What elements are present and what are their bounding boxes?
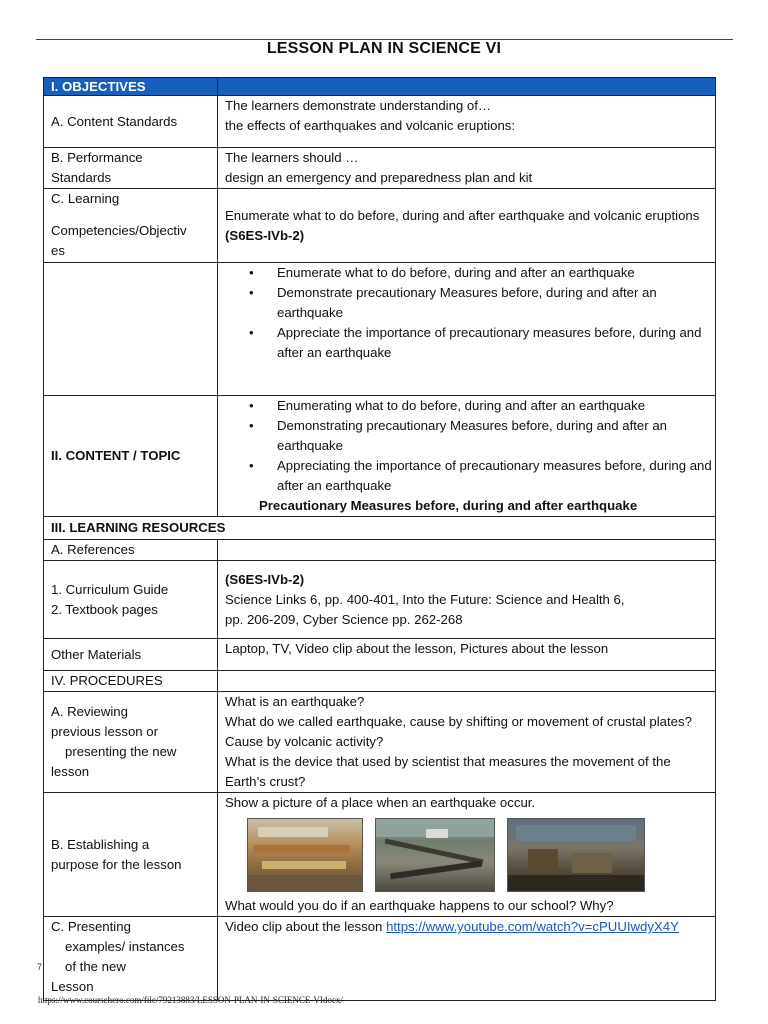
learning-competencies-cell <box>218 189 716 263</box>
content-standards-row <box>44 96 716 148</box>
performance-standards-cell <box>218 148 716 189</box>
procedures-header: IV. PROCEDURES <box>44 671 218 692</box>
reviewing-label <box>44 692 218 793</box>
presenting-label <box>44 917 218 1001</box>
learning-resources-row <box>44 517 716 540</box>
content-standards-label: A. Content Standards <box>44 96 218 148</box>
content-standards-line2: the effects of earthquakes and volcanic eruptions: <box>225 118 516 133</box>
reviewing-row <box>44 692 716 793</box>
references-row <box>44 540 716 561</box>
content-topic-label: II. CONTENT / TOPIC <box>44 396 218 517</box>
procedures-row <box>44 671 716 692</box>
content-topic-title: Precautionary Measures before, during and after earthquake <box>259 498 638 513</box>
objectives-list-label <box>44 263 218 396</box>
purpose-label <box>44 793 218 917</box>
reviewing-label-line2: previous lesson or <box>51 724 159 739</box>
objectives-list-row <box>44 263 716 396</box>
topic-item: • Enumerating what to do before, during and after an earthquake <box>270 396 715 416</box>
reviewing-label-line3: presenting the new <box>65 744 177 759</box>
content-topic-cell <box>218 396 716 517</box>
performance-standards-row <box>44 148 716 189</box>
cracked-road-photo <box>375 818 495 892</box>
competencies-label-line3: es <box>51 243 65 258</box>
references-label: A. References <box>44 540 218 561</box>
content-topic-row <box>44 396 716 517</box>
curriculum-cell <box>218 561 716 639</box>
references-blank <box>218 540 716 561</box>
objectives-header-blank <box>218 78 716 96</box>
objectives-header-row <box>44 78 716 96</box>
curriculum-label <box>44 561 218 639</box>
content-standards-cell <box>218 96 716 148</box>
topic-item: • Appreciating the importance of precautionary measures before, during and after an earthquake <box>270 456 715 496</box>
textbook-line2: pp. 206-209, Cyber Science pp. 262-268 <box>225 611 463 627</box>
review-question: What do we called earthquake, cause by shifting or movement of crustal plates? Cause by volcanic activity? <box>225 714 692 749</box>
performance-line1: The learners should … <box>225 150 359 165</box>
reviewing-label-line1: A. Reviewing <box>51 704 128 719</box>
objective-item: • Enumerate what to do before, during and after an earthquake <box>270 263 715 283</box>
presenting-cell <box>218 917 716 1001</box>
reviewing-cell <box>218 692 716 793</box>
footer-url: https://www.coursehero.com/file/79213883/LESSON-PLAN-IN-SCIENCE-VIdocx/ <box>38 995 343 1005</box>
reviewing-label-line4: lesson <box>51 764 90 779</box>
learning-resources-header: III. LEARNING RESOURCES <box>44 517 716 540</box>
objectives-header: I. OBJECTIVES <box>44 78 218 96</box>
lesson-plan-table <box>43 77 716 1001</box>
review-question: What is the device that used by scientist that measures the movement of the Earth’s crust? <box>225 754 671 789</box>
performance-standards-label <box>44 148 218 189</box>
video-link[interactable]: https://www.youtube.com/watch?v=cPUUIwdyX4Y <box>386 919 679 934</box>
presenting-row <box>44 917 716 1001</box>
curriculum-code: (S6ES-IVb-2) <box>225 571 305 587</box>
presenting-label-line3: of the new <box>65 959 126 974</box>
textbook-pages-label: 2. Textbook pages <box>51 601 158 617</box>
performance-label-line2: Standards <box>51 170 112 185</box>
review-question: What is an earthquake? <box>225 694 365 709</box>
content-topic-list <box>225 396 715 496</box>
purpose-line2: What would you do if an earthquake happens to our school? Why? <box>225 898 614 913</box>
competencies-label-line1: C. Learning <box>51 191 120 206</box>
presenting-text: Video clip about the lesson <box>225 919 387 934</box>
learning-competencies-label <box>44 189 218 263</box>
learning-competencies-row <box>44 189 716 263</box>
other-materials-label: Other Materials <box>44 639 218 671</box>
procedures-blank <box>218 671 716 692</box>
purpose-cell <box>218 793 716 917</box>
competencies-label-line2: Competencies/Objectiv <box>51 223 187 238</box>
objectives-list <box>225 263 715 363</box>
textbook-line1: Science Links 6, pp. 400-401, Into the Future: Science and Health 6, <box>225 591 625 607</box>
collapsed-building-photo <box>247 818 363 892</box>
competencies-code: (S6ES-IVb-2) <box>225 227 305 243</box>
curriculum-guide-label: 1. Curriculum Guide <box>51 581 169 597</box>
objective-item: • Appreciate the importance of precautionary measures before, during and after an earthquake <box>270 323 715 363</box>
page-number: 7 <box>37 962 43 972</box>
damaged-classroom-photo <box>507 818 645 892</box>
purpose-line1: Show a picture of a place when an earthquake occur. <box>225 795 536 810</box>
presenting-label-line4: Lesson <box>51 979 94 994</box>
competencies-text: Enumerate what to do before, during and after earthquake and volcanic eruptions <box>225 207 700 223</box>
objectives-list-cell <box>218 263 716 396</box>
presenting-label-line1: C. Presenting <box>51 919 131 934</box>
performance-line2: design an emergency and preparedness plan and kit <box>225 170 533 185</box>
curriculum-row <box>44 561 716 639</box>
performance-label-line1: B. Performance <box>51 150 143 165</box>
objective-item: • Demonstrate precautionary Measures before, during and after an earthquake <box>270 283 715 323</box>
purpose-label-line2: purpose for the lesson <box>51 856 182 872</box>
presenting-label-line2: examples/ instances <box>65 939 185 954</box>
earthquake-pictures <box>247 818 715 892</box>
content-standards-line1: The learners demonstrate understanding of… <box>225 98 492 113</box>
other-materials-row <box>44 639 716 671</box>
topic-item: • Demonstrating precautionary Measures before, during and after an earthquake <box>270 416 715 456</box>
page-title: LESSON PLAN IN SCIENCE VI <box>266 40 502 57</box>
purpose-label-line1: B. Establishing a <box>51 836 150 852</box>
other-materials-text: Laptop, TV, Video clip about the lesson, Pictures about the lesson <box>218 639 716 671</box>
purpose-row <box>44 793 716 917</box>
